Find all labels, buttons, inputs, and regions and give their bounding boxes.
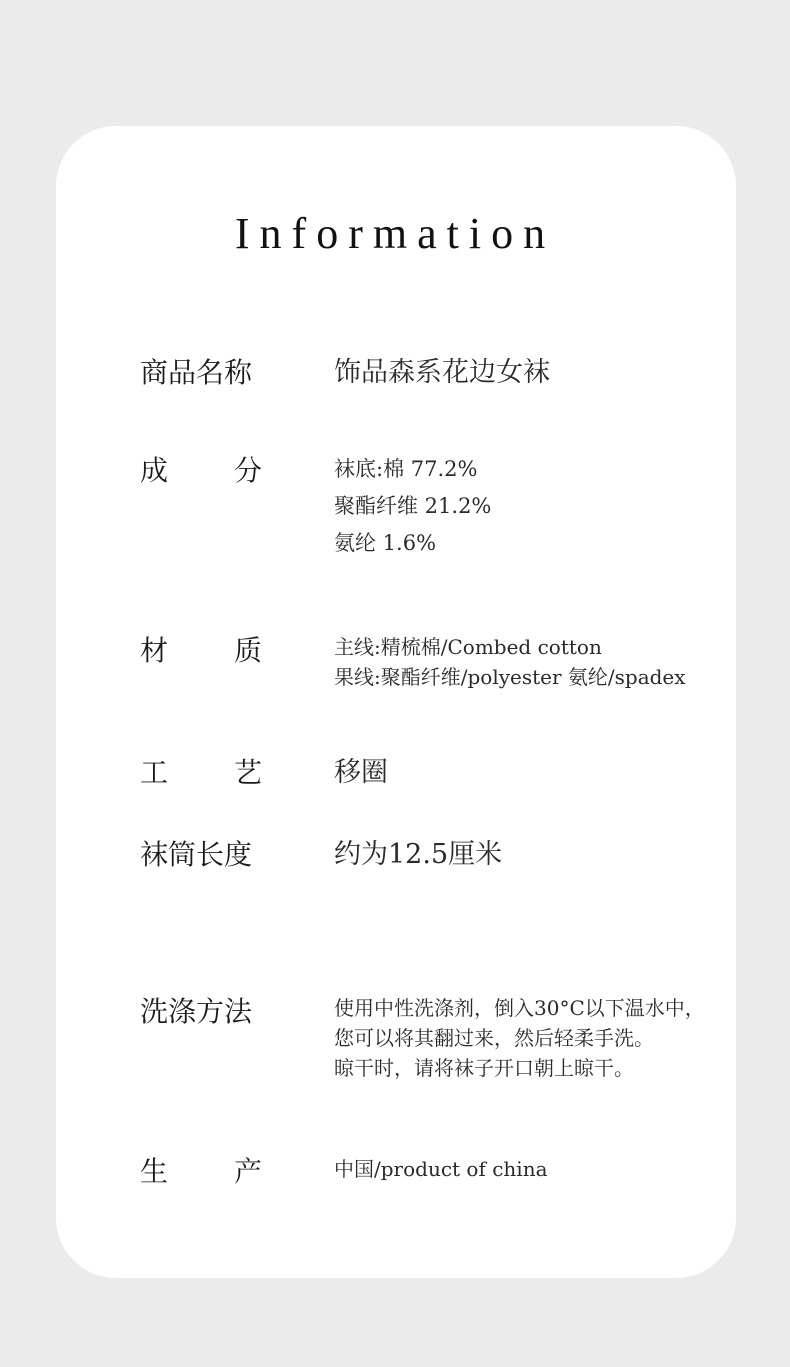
page-title: Information <box>234 209 556 258</box>
info-card <box>56 126 736 1278</box>
value-product-name <box>334 355 550 391</box>
value-line: 中国/product of china <box>334 1157 548 1181</box>
value-line: 约为12.5厘米 <box>334 839 503 870</box>
value-line: 晾干时，请将袜子开口朝上晾干。 <box>334 1056 634 1080</box>
value-line: 氨纶 1.6% <box>334 531 437 555</box>
label-char: 材 <box>140 634 169 667</box>
value-tube-length <box>334 837 502 873</box>
label-char: 艺 <box>233 756 262 789</box>
value-craft <box>334 755 388 791</box>
label-washing: 洗涤方法 <box>140 995 253 1028</box>
label-char: 工 <box>140 756 169 789</box>
label-tube-length: 袜筒长度 <box>140 838 253 871</box>
label-char: 质 <box>233 634 262 667</box>
value-line: 使用中性洗涤剂，倒入30°C以下温水中， <box>334 996 705 1020</box>
value-composition <box>334 451 491 562</box>
value-line: 聚酯纤维 21.2% <box>334 494 492 518</box>
label-char: 分 <box>233 454 262 487</box>
label-char: 成 <box>140 454 169 487</box>
label-char: 产 <box>233 1155 262 1188</box>
value-line: 移圈 <box>334 757 388 788</box>
value-material <box>334 632 686 692</box>
value-line: 袜底:棉 77.2% <box>334 457 478 481</box>
value-origin <box>334 1154 548 1184</box>
value-washing <box>334 993 705 1083</box>
label-char: 生 <box>140 1155 169 1188</box>
label-composition <box>140 453 262 489</box>
label-material <box>140 633 262 669</box>
value-line: 果线:聚酯纤维/polyester 氨纶/spadex <box>334 665 686 689</box>
label-craft <box>140 755 262 791</box>
label-origin <box>140 1154 262 1190</box>
value-line: 主线:精梳棉/Combed cotton <box>334 635 602 659</box>
label-product-name: 商品名称 <box>140 356 253 389</box>
value-line: 您可以将其翻过来，然后轻柔手洗。 <box>334 1026 654 1050</box>
value-line: 饰品森系花边女袜 <box>334 357 550 388</box>
